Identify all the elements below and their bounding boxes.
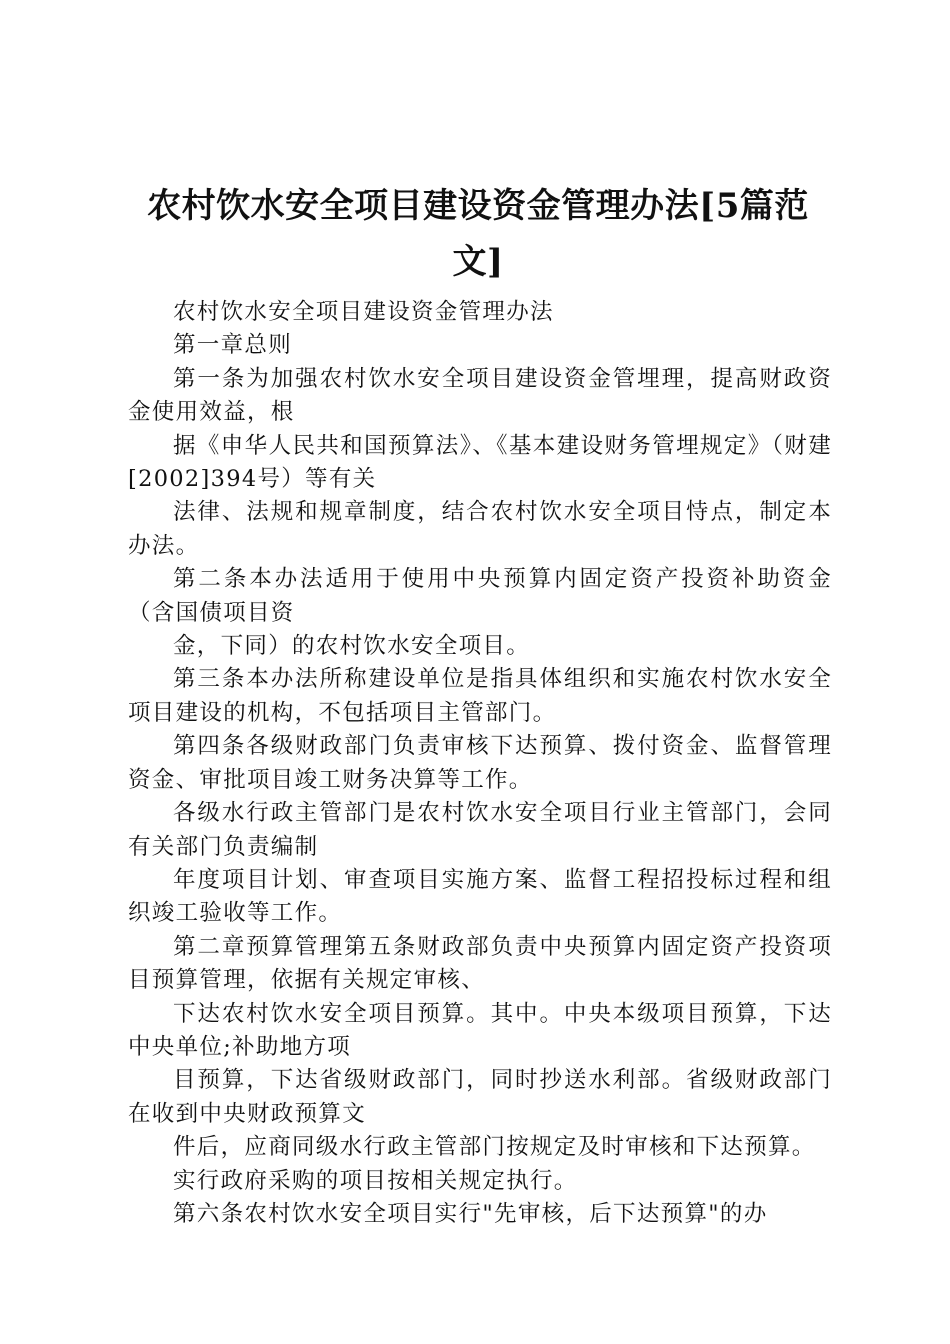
paragraph: 第二条本办法适用于使用中央预算内固定资产投资补助资金（含国债项目资 — [128, 566, 832, 626]
document-title: 农村饮水安全项目建设资金管理办法[5篇范文] — [147, 186, 809, 282]
paragraph: 实行政府采购的项目按相关规定执行。 — [173, 1167, 578, 1194]
paragraph: 农村饮水安全项目建设资金管理办法 — [173, 299, 554, 325]
paragraph: 法律、法规和规章制度，结合农村饮水安全项目恃点，制定本办法。 — [128, 499, 832, 559]
paragraph: 下达农村饮水安全项目预算。其中。中央本级项目预算，下达中央单位;补助地方项 — [128, 1000, 832, 1060]
paragraph: 据《申华人民共和国预算法》、《基本建设财务管埋规定》（财建[2002]394号）等有关 — [128, 432, 832, 493]
paragraph: 各级水行政主管部门是农村饮水安全项目行业主管部门，会同有关部门负责编制 — [128, 800, 832, 860]
paragraph: 第一条为加强农村饮水安全项目建设资金管埋理，提高财政资金使用效益，根 — [128, 365, 832, 426]
paragraph: 第四条各级财政部门负责审核下达预算、拨付资金、监督管理资金、审批项目竣工财务决算等工作。 — [128, 733, 832, 793]
paragraph: 第六条农村饮水安全项目实行"先审核，后下达预算"的办 — [173, 1200, 768, 1227]
document-body — [128, 296, 832, 1231]
paragraph: 第一章总则 — [173, 332, 293, 359]
paragraph: 第三条本办法所称建设单位是指具体组织和实施农村饮水安全项目建设的机构，不包括项目主管部门。 — [128, 666, 832, 726]
paragraph: 金，下同）的农村饮水安全项目。 — [173, 633, 531, 660]
paragraph: 目预算，下达省级财政部门，同时抄送水利部。省级财政部门在收到中央财政预算文 — [128, 1067, 832, 1127]
paragraph: 年度项目计划、审查项目实施方案、监督工程招投标过程和组织竣工验收等工作。 — [128, 866, 832, 927]
paragraph: 件后，应商同级水行政主管部门按规定及时审核和下达预算。 — [173, 1134, 816, 1161]
paragraph: 第二章预算管理第五条财政部负责中央预算内固定资产投资项目预算管理，依据有关规定审核、 — [128, 933, 832, 994]
